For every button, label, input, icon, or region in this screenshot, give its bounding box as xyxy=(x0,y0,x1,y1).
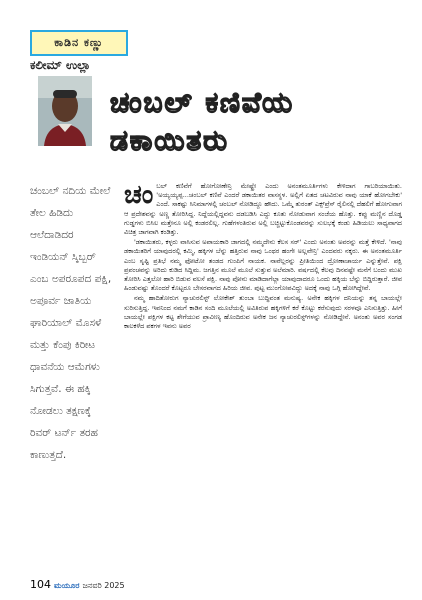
issue-date: ಜನವರಿ 2025 xyxy=(82,581,125,590)
paragraph-1-text: ಬಲ್ ಕಣಿವೆಗೆ ಹೋಗೋಣೇನ್ರಿ ಮೇಷ್ಟ್ರೇ ಎಂದು ಅನಂತಮೂರ್ತಿಗಳು ಕೇಳಿದಾಗ ಗಾಬರಿಯಾಯಿತು. 'ಅಯ್ಯಯ್ಯಪ್ಪ...ಚಂಬಲ್ ಕಣಿವೆ ಎಂದರೆ ಡಕಾಯಿತರ ವಾಸಸ್ಥಳ. ಅಲ್ಲಿಗೆ ಏತದ ಚಟವಿರುವ ನಾವು ಯಾಕೆ ಹೋಗಬೇಕು' ಎಂದೆ. ಸಾಕಷ್ಟು ಸಿನಿಮಾಗಳಲ್ಲಿ ಚಂಬಲ್ ನೋಡಿದ್ದೂ ಹೌದು. ಒಮ್ಮೆ ತುರಂತ್ ಎಕ್ಸ್‌ಪ್ರೆಸ್ ರೈಲಿನಲ್ಲಿ ದೆಹಲಿಗೆ ಹೋಗುವಾಗ ಆ ಪ್ರದೇಶವನ್ನು ಅಣ್ಣ ತೋರಿಸಿದ್ದ. ನಿದ್ದೆಯಲ್ಲಿದ್ದವನು ದಡಬಡಿಸಿ ಎದ್ದು ಕೂತು ನೋಡುವಾಗ ಸಂಜೆಯ ಹೊತ್ತು. ಕಪ್ಪು ಮಣ್ಣಿನ ದೊಡ್ಡ ಗುಡ್ಡಗಳು ಬಿಸಿಲ ಮತ್ತೇನೂ ಅಲ್ಲಿ ಕಂಡರಲಿಲ್ಲ. ಗುಹೆಗಳಂತಿರುವ ಅಲ್ಲಿ ಬಚ್ಚಿಟ್ಟುಕೊಂಡವರನ್ನು ಸುಲಭಕ್ಕೆ ಕಂಡು ಹಿಡಿಯಲು ಸಾಧ್ಯವಾಗದ ವಿಚಿತ್ರ ಜಾಗವಾಗಿ ಕಂಡಿತ್ತು. xyxy=(124,182,402,237)
page-number: 104 xyxy=(30,578,51,591)
paragraph-1 xyxy=(124,182,402,237)
pull-quote: ಚಂಬಲ್ ನದಿಯ ಮೇಲೆ ತೇಲ ಹಿಡಿದು ಆಲೆದಾಡಿದರ ಇಂಡಿಯನ್ ಸ್ಕಿಬ್ಬರ್ ಎಂಬ ಅಪರೂಪದ ಪಕ್ಷಿ, ಅಪೂರ್ವ ಜಾತಿಯ ಘಾರಿಯಾಲ್ ಮೊಸಳೆ ಮತ್ತು ಕೆಂಪು ಕಿರೀಟ ಧಾವನೆಯ ಆಮೆಗಳು ಸಿಗುತ್ತವೆ. ಈ ಹಕ್ಕಿ ನೋಡಲು ತಕ್ಷಣಕ್ಕೆ ರಿವರ್ ಟರ್ನ್ ತರಹ ಕಾಣುತ್ತದೆ. xyxy=(30,185,112,461)
paragraph-3: ನಮ್ಮ ಹಾದಿತೋರುಗ ನ್ಯಾಚುರಲಿಸ್ಟ್ ಲೋಕೇಶ್ ತುಂಬಾ ಬುದ್ಧಿವಂತ ಮನುಷ್ಯ. ಅನೇಕ ಹಕ್ಕಿಗಳ ದನಿಯನ್ನು ತನ್ನ ಬಾಯಲ್ಲೇ ಸುರಿಸುತ್ತಿದ್ದ. ಇವನಿಂದ ನಮಗೆ ಕಾಡಿನ ಸಂದಿ ಮೂಲೆಯಲ್ಲಿ ಅವಿತಿರುವ ಹಕ್ಕಿಗಳಿಗೆ ಕರೆ ಕೊಟ್ಟು ಕರೆಸುವುದು ಸರಳವೂ ಎನಿಸುತ್ತಿತ್ತು. ಹೀಗೆ ಬಾಯಲ್ಲೇ ಪಕ್ಷಿಗಳ ಕಟ್ಟ ಶೇಗೆಯುವ ಪ್ರಾವೀಣ್ಯ ಹೊಂದಿರುವ ಅನೇಕ ಜನ ನ್ಯಾಚುರಲಿಸ್ಟ್‌ಗಳನ್ನು ನೋಡಿದ್ದೇನೆ. ಅನಂತು ಅವರ ಸಂಗಡ ಕಾಲಕಳೆದ ಪಕಗಳ ಇವನು ಅವರ xyxy=(124,294,402,331)
title-line-2: ಡಕಾಯಿತರು xyxy=(110,124,229,157)
magazine-name: ಮಯೂರ xyxy=(54,581,80,590)
page-footer xyxy=(30,578,125,591)
title-line-1: ಚಂಬಲ್ ಕಣಿವೆಯ xyxy=(110,86,295,119)
paragraph-2: 'ಡಕಾಯಿತರು, ಕಳ್ಳರು ವಾಸಿಸುವ ಅಪಾಯಕಾರಿ ಜಾಗದಲ್ಲಿ ನಮ್ಮದೇನು ಕೆಲಸ ಸರ್' ಎಂದು ಅನಂತು ಅವರನ್ನು ಮತ್ತೆ ಕೇಳಿದೆ. 'ನಾವು ಡಕಾಯಿತರಿಗೆ ಯಾವುದರಲ್ಲಿ ಕಮ್ಮಿ, ಹಕ್ಕಿಗಳ ಬೆನ್ನು ಹತ್ತಿರುವ ನಾವು ಒಂಥರ ಹಂಗೇ ಅಲ್ಲವೇನ್ರಿ' ಎಂದವರು ನಕ್ಕರು. ಈ ಅನಂತಮೂರ್ತಿ ಎಂಬ ಸೃಷ್ಟಿ ಪ್ರತಿಭೆ ನಮ್ಮ ಫೋಟೋ ತಂಡದ ಗುಂಪಿಗೆ ನಾಯಕ. ನಾವೆಲ್ಲರನ್ನು ಪ್ರೀತಿಯಿಂದ ದ್ರೋಣಾಚಾರ್ಯ ಎನ್ನುತ್ತೇವೆ. ಪಕ್ಷಿ ಪ್ರಪಂಚವನ್ನು ಅರಿದು ಕುಡಿದ ಸಿದ್ದಿಮ. ಜಗತ್ತಿನ ಮೂಲೆ ಮೂಲೆ ಸುತ್ತುವ ಅಲೆಮಾರಿ. ವರ್ಷದಲ್ಲಿ ಕೆಲವು ದಿನವಷ್ಟೇ ಮನೆಗೆ ಬಂದು ಮುಖ ತೋರಿಸಿ ಎತ್ತಲೋ ಹಾರಿ ಬಿಡುವ ವಲಸೆ ಪಕ್ಷಿ. ನಾವು ಪೋನು ಮಾಡಿದಾಗೆಲ್ಲಾ ಯಾವುದಾದರೂ ಒಂದು ಹಕ್ಕಿಯ ಬೆನ್ನು ಬಿದ್ದಿರುತ್ತಾರೆ. ಜೀವ ಹಿಂಡುವಷ್ಟು ತೊಂದರೆ ಕೊಟ್ಟರೂ ಬೇಸರವಾಗದ ಹಿರಿಯ ಜೀವ. ಪುಟ್ಟ ಮುಂಗೋಪವಿದ್ದು ಅದಕ್ಕೆ ನಾವು ಒಗ್ಗಿ ಹೋಗಿದ್ದೇವೆ. xyxy=(124,238,402,293)
author-byline: ಕಲೀಮ್ ಉಲ್ಲಾ xyxy=(30,58,91,72)
column-logo-text: ಕಾಡಿನ ಕಣ್ಣು xyxy=(54,36,104,49)
author-portrait xyxy=(38,76,92,146)
article-title xyxy=(110,84,410,160)
portrait-image xyxy=(38,76,92,146)
column-logo xyxy=(30,30,128,56)
article-body xyxy=(124,182,402,562)
drop-cap: ಚಂ xyxy=(124,182,154,210)
